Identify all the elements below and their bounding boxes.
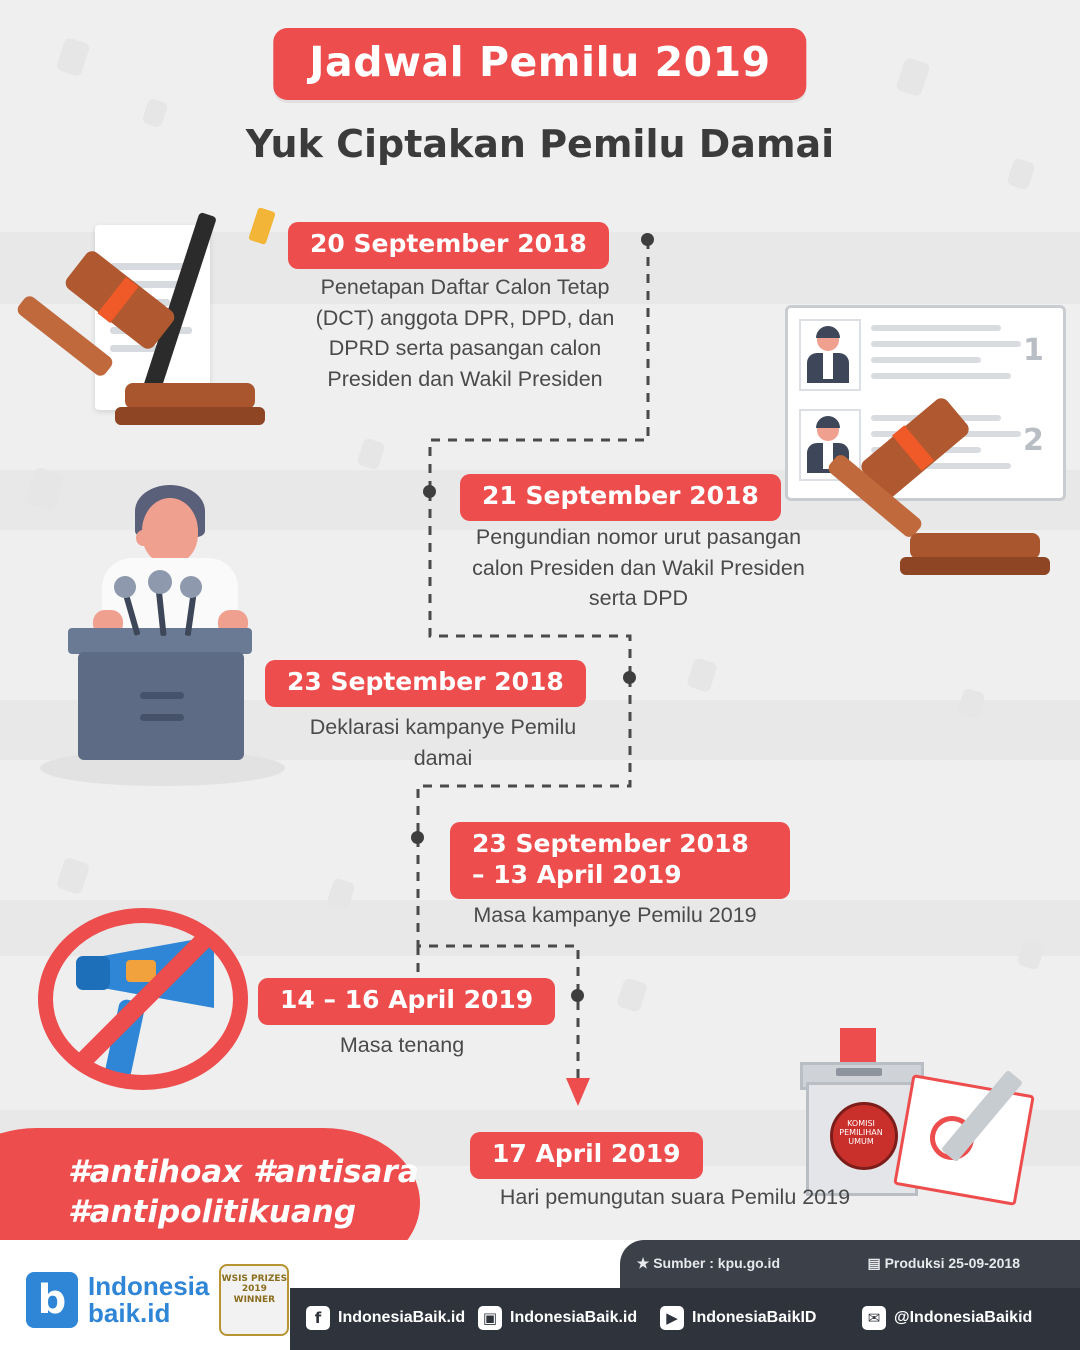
social-facebook[interactable]	[306, 1306, 465, 1330]
social-instagram[interactable]	[478, 1306, 637, 1330]
hashtag-line-2: #antipolitikuang	[68, 1194, 357, 1230]
twitter-icon[interactable]: ✉	[862, 1306, 886, 1330]
calendar-icon: ▤	[867, 1255, 881, 1271]
timeline-dot	[423, 485, 436, 498]
brand-logo	[26, 1264, 289, 1336]
timeline-description-4: Masa kampanye Pemilu 2019	[473, 903, 757, 927]
timeline-date-5: 14 – 16 April 2019	[258, 978, 555, 1025]
instagram-handle: IndonesiaBaik.id	[510, 1309, 638, 1326]
kpu-logo-text: KOMISI PEMILIHAN UMUM	[839, 1119, 883, 1146]
page-title: Jadwal Pemilu 2019	[309, 38, 771, 86]
timeline-dot	[571, 989, 584, 1002]
production-text: Produksi 25-09-2018	[884, 1255, 1020, 1271]
timeline-date-2: 21 September 2018	[460, 474, 781, 521]
timeline-dot	[641, 233, 654, 246]
star-icon: ★	[636, 1255, 650, 1271]
instagram-icon[interactable]: ▣	[478, 1306, 502, 1330]
award-badge: WSIS PRIZES 2019 WINNER	[219, 1264, 289, 1336]
hashtag-line-1: #antihoax #antisara	[68, 1154, 419, 1190]
timeline-date-1: 20 September 2018	[288, 222, 609, 269]
page-subtitle: Yuk Ciptakan Pemilu Damai	[245, 122, 835, 166]
social-twitter[interactable]	[862, 1306, 1032, 1330]
timeline-date-6: 17 April 2019	[470, 1132, 703, 1179]
timeline-dot	[623, 671, 636, 684]
youtube-icon[interactable]: ▶	[660, 1306, 684, 1330]
timeline-dot	[411, 831, 424, 844]
production-label	[867, 1255, 1020, 1272]
facebook-handle: IndonesiaBaik.id	[338, 1309, 466, 1326]
twitter-handle: @IndonesiaBaikid	[894, 1309, 1033, 1326]
facebook-icon[interactable]: f	[306, 1306, 330, 1330]
brand-line-2: baik.id	[88, 1298, 171, 1328]
timeline-description-6: Hari pemungutan suara Pemilu 2019	[499, 1185, 851, 1209]
ballot-number-2: 2	[1023, 423, 1044, 458]
timeline-description-5: Masa tenang	[339, 1033, 465, 1057]
social-youtube[interactable]	[660, 1306, 816, 1330]
timeline-date-3: 23 September 2018	[265, 660, 586, 707]
timeline-description-3: Deklarasi kampanye Pemilu damai	[309, 715, 577, 770]
youtube-handle: IndonesiaBaikID	[692, 1309, 817, 1326]
brand-letter-icon: b	[26, 1272, 78, 1328]
arrow-head	[566, 1078, 590, 1106]
timeline-date-4: 23 September 2018 – 13 April 2019	[450, 822, 790, 899]
ballot-number-1: 1	[1023, 333, 1044, 368]
brand-line-1: Indonesia	[88, 1271, 210, 1302]
brand-text	[88, 1273, 209, 1326]
source-text: Sumber : kpu.go.id	[653, 1255, 780, 1271]
timeline-description-1: Penetapan Daftar Calon Tetap (DCT) anggota DPR, DPD, dan DPRD serta pasangan calon Presiden dan Wakil Presiden	[315, 275, 615, 391]
timeline-description-2: Pengundian nomor urut pasangan calon Presiden dan Wakil Presiden serta DPD	[472, 525, 805, 611]
source-label	[637, 1255, 780, 1272]
